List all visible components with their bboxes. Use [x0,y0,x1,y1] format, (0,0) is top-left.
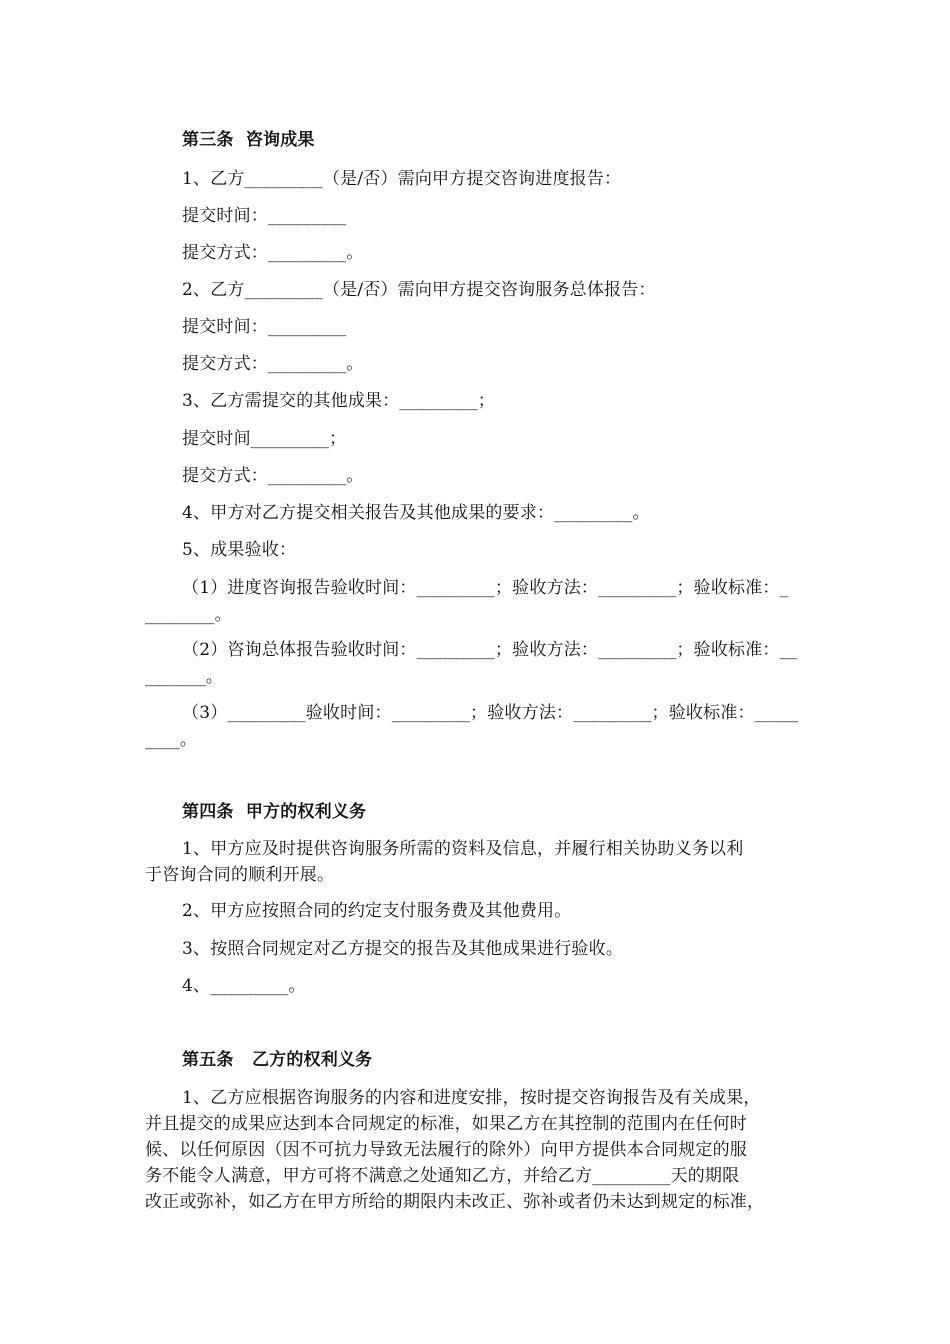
section3-line-11: 5、成果验收： [182,540,297,560]
section3-line-17: ____。 [145,730,197,750]
section3-line-15: _______。 [145,667,224,687]
section3-line-12: （1）进度咨询报告验收时间：_________；验收方法：_________；验收标准：_ [182,578,789,598]
section4-line-2: 于咨询合同的顺利开展。 [145,865,335,885]
section3-line-10: 4、甲方对乙方提交相关报告及其他成果的要求：_________。 [182,503,650,523]
section3-line-7: 3、乙方需提交的其他成果：_________； [182,391,495,411]
section3-line-9: 提交方式：_________。 [182,466,364,486]
section3-heading: 第三条 咨询成果 [182,130,315,150]
section5-line-4: 务不能令人满意，甲方可将不满意之处通知乙方，并给乙方_________天的期限 [145,1166,740,1186]
section3-line-16: （3）_________验收时间：_________；验收方法：_________；验收标准：_____ [182,703,799,723]
section5-line-2: 并且提交的成果应达到本合同规定的标准，如果乙方在其控制的范围内在任何时 [145,1114,747,1134]
section4-line-5: 4、_________。 [182,976,306,996]
section5-line-5: 改正或弥补，如乙方在甲方所给的期限内未改正、弥补或者仍未达到规定的标准， [145,1192,765,1212]
section3-line-2: 提交时间：_________ [182,206,347,226]
section4-line-1: 1、甲方应及时提供咨询服务所需的资料及信息，并履行相关协助义务以利 [182,839,744,859]
section3-line-6: 提交方式：_________。 [182,354,364,374]
section3-line-4: 2、乙方_________（是/否）需向甲方提交咨询服务总体报告： [182,280,656,300]
section4-line-3: 2、甲方应按照合同的约定支付服务费及其他费用。 [182,901,572,921]
section3-line-13: ________。 [145,605,232,625]
section3-line-5: 提交时间：_________ [182,317,347,337]
section4-line-4: 3、按照合同规定对乙方提交的报告及其他成果进行验收。 [182,939,624,959]
section3-line-14: （2）咨询总体报告验收时间：_________；验收方法：_________；验收标准：__ [182,640,798,660]
section5-line-3: 候、以任何原因（因不可抗力导致无法履行的除外）向甲方提供本合同规定的服 [145,1140,747,1160]
section5-line-1: 1、乙方应根据咨询服务的内容和进度安排，按时提交咨询报告及有关成果， [182,1088,761,1108]
section5-heading: 第五条 乙方的权利义务 [182,1050,373,1070]
section3-line-3: 提交方式：_________。 [182,243,364,263]
section4-heading: 第四条 甲方的权利义务 [182,802,367,822]
section3-line-1: 1、乙方_________（是/否）需向甲方提交咨询进度报告： [182,169,622,189]
section3-line-8: 提交时间_________； [182,429,347,449]
